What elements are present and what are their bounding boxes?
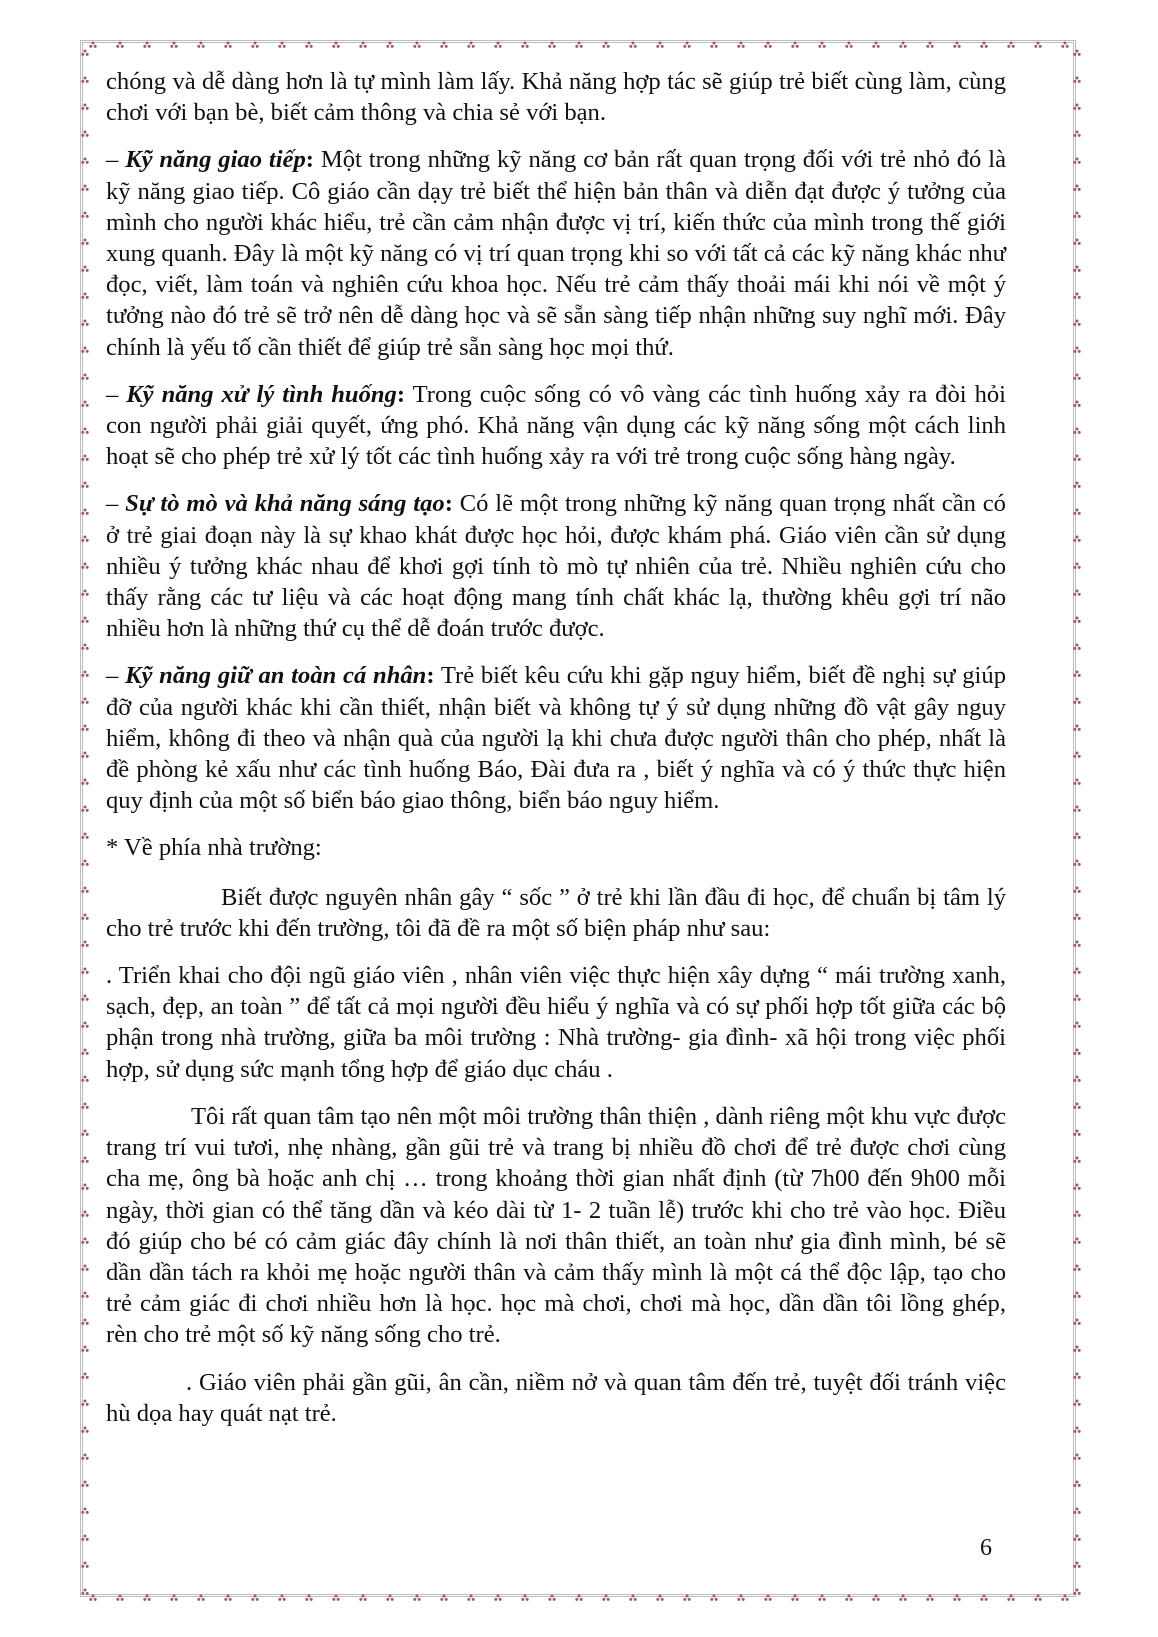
skill-text: Trẻ biết kêu cứu khi gặp nguy hiểm, biết đề nghị sự giúp đỡ của người khác khi cần thiết, nhận biết và không tự ý sử dụng những đồ vật gây nguy hiểm, không đi theo và nhận quà của người lạ khi chưa được người thân cho phép, nhất là đề phòng kẻ xấu như các tình huống Báo, Đài đưa ra , biết ý nghĩa và có ý thức thực hiện quy định của một số biển báo giao thông, biển báo nguy hiểm. — [106, 662, 1006, 815]
ornament-dot-cluster — [81, 1373, 88, 1379]
ornament-dot-cluster — [1073, 482, 1080, 488]
ornament-dot-cluster — [224, 42, 231, 48]
ornament-dot-cluster — [1073, 860, 1080, 866]
ornament-dot-cluster — [1073, 1103, 1080, 1109]
paragraph-situation-handling-skill — [106, 379, 1006, 473]
ornament-dot-cluster — [81, 1535, 88, 1541]
ornament-dot-cluster — [521, 42, 528, 48]
ornament-dot-cluster — [143, 1595, 150, 1601]
paragraph-friendly-environment: Tôi rất quan tâm tạo nên một môi trường thân thiện , dành riêng một khu vực được trang trí vui tươi, nhẹ nhàng, gần gũi trẻ và trang bị nhiều đồ chơi để trẻ được chơi cùng cha mẹ, ông bà hoặc anh chị … trong khoảng thời gian nhất định (từ 7h00 đến 9h00 mỗi ngày, thời gian có thể tăng dần và kéo dài từ 1- 2 tuần lễ) trước khi cho trẻ vào học. Điều đó giúp cho bé có cảm giác đây chính là nơi thân thiết, an toàn như gia đình mình, bé sẽ dần dần tách ra khỏi mẹ hoặc người thân và cảm thấy mình là một cá thể độc lập, tạo cho trẻ cảm giác đi chơi nhiều hơn là học. học mà chơi, chơi mà học, dần dần tôi lồng ghép, rèn cho trẻ một số kỹ năng sống cho trẻ. — [106, 1102, 1006, 1349]
ornament-dot-cluster — [980, 42, 987, 48]
ornament-dot-cluster — [81, 320, 88, 326]
dash: – — [106, 490, 126, 518]
ornament-dot-cluster — [791, 42, 798, 48]
ornament-dot-cluster — [845, 1595, 852, 1601]
ornament-dot-cluster — [305, 42, 312, 48]
ornament-dot-cluster — [710, 1595, 717, 1601]
ornament-dot-cluster — [1073, 212, 1080, 218]
ornament-dot-cluster — [1034, 42, 1041, 48]
ornament-dot-cluster — [81, 1049, 88, 1055]
ornament-dot-cluster — [1073, 77, 1080, 83]
ornament-dot-cluster — [1073, 347, 1080, 353]
document-body — [106, 66, 1006, 1445]
ornament-dot-cluster — [1073, 752, 1080, 758]
ornament-dot-cluster — [683, 1595, 690, 1601]
ornament-dot-cluster — [1073, 1076, 1080, 1082]
ornament-dot-cluster — [81, 1400, 88, 1406]
ornament-dot-cluster — [1073, 293, 1080, 299]
paragraph-personal-safety-skill — [106, 660, 1006, 816]
ornament-dot-cluster — [81, 1130, 88, 1136]
ornament-dot-cluster — [386, 42, 393, 48]
ornament-dot-cluster — [656, 1595, 663, 1601]
ornament-dot-cluster — [521, 1595, 528, 1601]
ornament-dot-cluster — [1073, 806, 1080, 812]
ornament-dot-cluster — [81, 428, 88, 434]
ornament-dot-cluster — [818, 1595, 825, 1601]
ornament-dot-cluster — [81, 77, 88, 83]
ornament-dot-cluster — [1073, 428, 1080, 434]
ornament-dot-cluster — [1073, 941, 1080, 947]
ornament-dot-cluster — [278, 1595, 285, 1601]
ornament-dot-cluster — [1073, 725, 1080, 731]
ornament-dot-cluster — [1073, 1049, 1080, 1055]
ornament-dot-cluster — [1073, 1157, 1080, 1163]
ornament-dot-cluster — [953, 42, 960, 48]
paragraph-curiosity-creativity — [106, 488, 1006, 644]
page-number: 6 — [980, 1535, 992, 1561]
ornament-dot-cluster — [1073, 1292, 1080, 1298]
ornament-dot-cluster — [386, 1595, 393, 1601]
ornament-dot-cluster — [81, 860, 88, 866]
ornament-dot-cluster — [81, 698, 88, 704]
ornament-dot-cluster — [1073, 1535, 1080, 1541]
ornament-dot-cluster — [575, 1595, 582, 1601]
ornament-dot-cluster — [1073, 617, 1080, 623]
ornament-dot-cluster — [81, 1589, 88, 1595]
ornament-dot-cluster — [197, 42, 204, 48]
ornament-dot-cluster — [1073, 104, 1080, 110]
ornament-dot-cluster — [81, 725, 88, 731]
ornament-dot-cluster — [1073, 1022, 1080, 1028]
skill-heading: Kỹ năng xử lý tình huống — [126, 380, 397, 408]
ornament-dot-cluster — [1073, 779, 1080, 785]
ornament-dot-cluster — [81, 104, 88, 110]
ornament-dot-cluster — [1073, 158, 1080, 164]
ornament-dot-cluster — [305, 1595, 312, 1601]
ornament-dot-cluster — [81, 1562, 88, 1568]
ornament-dot-cluster — [81, 266, 88, 272]
ornament-dot-cluster — [1073, 995, 1080, 1001]
ornament-dot-cluster — [81, 401, 88, 407]
ornament-dot-cluster — [1073, 698, 1080, 704]
ornament-dot-cluster — [1073, 590, 1080, 596]
paragraph-shock-causes: Biết được nguyên nhân gây “ sốc ” ở trẻ khi lần đầu đi học, để chuẩn bị tâm lý cho trẻ trước khi đến trường, tôi đã đề ra một số biện pháp như sau: — [106, 883, 1006, 942]
paragraph-deploy-staff: . Triển khai cho đội ngũ giáo viên , nhân viên việc thực hiện xây dựng “ mái trường xanh, sạch, đẹp, an toàn ” để tất cả mọi người đều hiểu ý nghĩa và có sự phối hợp tốt giữa các bộ phận trong nhà trường, giữa ba môi trường : Nhà trường- gia đình- xã hội trong việc phối hợp, sử dụng sức mạnh tổng hợp để giáo dục cháu . — [106, 962, 1006, 1083]
ornament-dot-cluster — [1073, 1481, 1080, 1487]
ornament-dot-cluster — [1073, 887, 1080, 893]
ornament-dot-cluster — [81, 1481, 88, 1487]
ornament-dot-cluster — [116, 42, 123, 48]
ornament-dot-cluster — [602, 42, 609, 48]
ornament-dot-cluster — [81, 995, 88, 1001]
ornament-dot-cluster — [81, 617, 88, 623]
ornament-dot-cluster — [1073, 563, 1080, 569]
ornament-dot-cluster — [548, 1595, 555, 1601]
ornament-dot-cluster — [81, 1427, 88, 1433]
ornament-dot-cluster — [953, 1595, 960, 1601]
ornament-dot-cluster — [81, 212, 88, 218]
heading-colon: : — [444, 490, 453, 518]
ornament-dot-cluster — [251, 42, 258, 48]
ornament-dot-cluster — [81, 968, 88, 974]
skill-text: Một trong những kỹ năng cơ bản rất quan trọng đối với trẻ nhỏ đó là kỹ năng giao tiếp. Cô giáo cần dạy trẻ biết thể hiện bản thân và diễn đạt được ý tưởng của mình cho người khác hiểu, trẻ cần cảm nhận được vị trí, kiến thức của mình trong thế giới xung quanh. Đây là một kỹ năng có vị trí quan trọng khi so với tất cả các kỹ năng khác như đọc, viết, làm toán và nghiên cứu khoa học. Nếu trẻ cảm thấy thoải mái khi nói về một ý tưởng nào đó trẻ sẽ trở nên dễ dàng học và sẽ sẵn sàng tiếp nhận những suy nghĩ mới. Đây chính là yếu tố cần thiết để giúp trẻ sẵn sàng học mọi thứ. — [106, 146, 1006, 361]
ornament-dot-cluster — [81, 590, 88, 596]
ornament-dot-cluster — [1073, 1130, 1080, 1136]
ornament-dot-cluster — [548, 42, 555, 48]
ornament-dot-cluster — [81, 1022, 88, 1028]
ornament-dot-cluster — [737, 42, 744, 48]
dash: – — [106, 146, 126, 174]
paragraph-communication-skill — [106, 144, 1006, 362]
ornament-dot-cluster — [81, 509, 88, 515]
ornament-dot-cluster — [1073, 1373, 1080, 1379]
ornament-dot-cluster — [467, 1595, 474, 1601]
ornament-dot-cluster — [1073, 320, 1080, 326]
ornament-dot-cluster — [81, 158, 88, 164]
ornament-dot-cluster — [81, 752, 88, 758]
ornament-dot-cluster — [359, 42, 366, 48]
ornament-dot-cluster — [359, 1595, 366, 1601]
ornament-dot-cluster — [1061, 42, 1068, 48]
ornament-dot-cluster — [1073, 1589, 1080, 1595]
section-heading-school: * Về phía nhà trường: — [106, 834, 322, 862]
ornament-dot-cluster — [81, 1508, 88, 1514]
paragraph-teacher-attitude: . Giáo viên phải gần gũi, ân cần, niềm nở và quan tâm đến trẻ, tuyệt đối tránh việc hù dọa hay quát nạt trẻ. — [106, 1368, 1006, 1427]
ornament-dot-cluster — [1073, 50, 1080, 56]
ornament-dot-cluster — [1073, 266, 1080, 272]
ornament-dot-cluster — [81, 374, 88, 380]
ornament-dot-cluster — [980, 1595, 987, 1601]
skill-text: Có lẽ một trong những kỹ năng quan trọng nhất cần có ở trẻ giai đoạn này là sự khao khát được học hỏi, được khám phá. Giáo viên cần sử dụng nhiều ý tưởng khác nhau để khơi gợi tính tò mò tự nhiên của trẻ. Nhiều nghiên cứu cho thấy rằng các tư liệu và các hoạt động mang tính chất khác lạ, thường khêu gợi trí não nhiều hơn là những thứ cụ thể dễ đoán trước được. — [106, 490, 1006, 643]
ornament-dot-cluster — [413, 42, 420, 48]
ornament-dot-cluster — [332, 1595, 339, 1601]
ornament-dot-cluster — [1007, 1595, 1014, 1601]
ornament-dot-cluster — [81, 1265, 88, 1271]
skill-text: Trong cuộc sống có vô vàng các tình huống xảy ra đòi hỏi con người phải giải quyết, ứng phó. Khả năng vận dụng các kỹ năng sống một cách linh hoạt sẽ cho phép trẻ xử lý tốt các tình huống xảy ra với trẻ trong cuộc sống hàng ngày. — [106, 380, 1006, 471]
ornament-dot-cluster — [81, 293, 88, 299]
ornament-dot-cluster — [81, 1076, 88, 1082]
ornament-dot-cluster — [81, 1211, 88, 1217]
ornament-dot-cluster — [81, 941, 88, 947]
ornament-dot-cluster — [81, 1238, 88, 1244]
ornament-dot-cluster — [737, 1595, 744, 1601]
ornament-dot-cluster — [81, 914, 88, 920]
ornament-dot-cluster — [81, 185, 88, 191]
ornament-dot-cluster — [1034, 1595, 1041, 1601]
ornament-dot-cluster — [899, 42, 906, 48]
ornament-dot-cluster — [1073, 914, 1080, 920]
ornament-dot-cluster — [251, 1595, 258, 1601]
ornament-dot-cluster — [1073, 1454, 1080, 1460]
ornament-dot-cluster — [81, 1103, 88, 1109]
ornament-dot-cluster — [116, 1595, 123, 1601]
ornament-dot-cluster — [1073, 833, 1080, 839]
paragraph-cooperation-end: chóng và dễ dàng hơn là tự mình làm lấy. Khả năng hợp tác sẽ giúp trẻ biết cùng làm, cùng chơi với bạn bè, biết cảm thông và chia sẻ với bạn. — [106, 68, 1006, 127]
ornament-dot-cluster — [872, 42, 879, 48]
ornament-dot-cluster — [602, 1595, 609, 1601]
ornament-dot-cluster — [81, 482, 88, 488]
ornament-dot-cluster — [1073, 455, 1080, 461]
ornament-dot-cluster — [1073, 131, 1080, 137]
ornament-dot-cluster — [1061, 1595, 1068, 1601]
ornament-dot-cluster — [143, 42, 150, 48]
ornament-dot-cluster — [81, 1346, 88, 1352]
ornament-dot-cluster — [1073, 1184, 1080, 1190]
ornament-dot-cluster — [440, 1595, 447, 1601]
ornament-dot-cluster — [467, 42, 474, 48]
heading-colon: : — [396, 380, 406, 408]
ornament-dot-cluster — [440, 42, 447, 48]
ornament-dot-cluster — [926, 42, 933, 48]
ornament-dot-cluster — [81, 779, 88, 785]
ornament-dot-cluster — [81, 347, 88, 353]
ornament-dot-cluster — [81, 1292, 88, 1298]
ornament-dot-cluster — [89, 1595, 96, 1601]
ornament-dot-cluster — [81, 536, 88, 542]
ornament-dot-cluster — [89, 42, 96, 48]
ornament-dot-cluster — [791, 1595, 798, 1601]
ornament-dot-cluster — [899, 1595, 906, 1601]
ornament-dot-cluster — [629, 1595, 636, 1601]
ornament-dot-cluster — [81, 833, 88, 839]
skill-heading: Sự tò mò và khả năng sáng tạo — [125, 490, 445, 518]
ornament-dot-cluster — [764, 42, 771, 48]
ornament-dot-cluster — [818, 42, 825, 48]
ornament-dot-cluster — [1073, 1265, 1080, 1271]
ornament-dot-cluster — [81, 50, 88, 56]
ornament-dot-cluster — [332, 42, 339, 48]
ornament-dot-cluster — [81, 239, 88, 245]
ornament-dot-cluster — [1073, 671, 1080, 677]
ornament-dot-cluster — [494, 1595, 501, 1601]
ornament-dot-cluster — [413, 1595, 420, 1601]
ornament-dot-cluster — [1073, 1508, 1080, 1514]
ornament-dot-cluster — [1073, 1427, 1080, 1433]
ornament-dot-cluster — [1073, 968, 1080, 974]
ornament-dot-cluster — [575, 42, 582, 48]
ornament-dot-cluster — [683, 42, 690, 48]
ornament-dot-cluster — [81, 671, 88, 677]
ornament-dot-cluster — [81, 131, 88, 137]
ornament-dot-cluster — [81, 563, 88, 569]
ornament-dot-cluster — [1073, 401, 1080, 407]
ornament-dot-cluster — [656, 42, 663, 48]
heading-colon: : — [305, 146, 314, 174]
ornament-dot-cluster — [81, 1184, 88, 1190]
dash: – — [106, 380, 127, 408]
ornament-dot-cluster — [81, 1319, 88, 1325]
skill-heading: Kỹ năng giao tiếp — [125, 146, 306, 174]
ornament-dot-cluster — [764, 1595, 771, 1601]
ornament-dot-cluster — [710, 42, 717, 48]
ornament-dot-cluster — [81, 1454, 88, 1460]
ornament-dot-cluster — [1073, 1346, 1080, 1352]
ornament-dot-cluster — [81, 806, 88, 812]
ornament-dot-cluster — [81, 455, 88, 461]
ornament-dot-cluster — [170, 42, 177, 48]
ornament-dot-cluster — [845, 42, 852, 48]
ornament-dot-cluster — [1007, 42, 1014, 48]
ornament-dot-cluster — [1073, 1400, 1080, 1406]
ornament-dot-cluster — [926, 1595, 933, 1601]
ornament-dot-cluster — [170, 1595, 177, 1601]
ornament-dot-cluster — [1073, 1211, 1080, 1217]
ornament-dot-cluster — [1073, 1238, 1080, 1244]
ornament-dot-cluster — [1073, 1562, 1080, 1568]
ornament-dot-cluster — [81, 1157, 88, 1163]
ornament-dot-cluster — [81, 644, 88, 650]
ornament-dot-cluster — [278, 42, 285, 48]
ornament-dot-cluster — [1073, 644, 1080, 650]
ornament-dot-cluster — [629, 42, 636, 48]
heading-colon: : — [426, 662, 435, 690]
dash: – — [106, 662, 126, 690]
ornament-dot-cluster — [1073, 239, 1080, 245]
ornament-dot-cluster — [1073, 536, 1080, 542]
ornament-dot-cluster — [1073, 374, 1080, 380]
ornament-dot-cluster — [224, 1595, 231, 1601]
ornament-dot-cluster — [1073, 509, 1080, 515]
ornament-dot-cluster — [197, 1595, 204, 1601]
ornament-dot-cluster — [1073, 1319, 1080, 1325]
ornament-dot-cluster — [81, 887, 88, 893]
skill-heading: Kỹ năng giữ an toàn cá nhân — [125, 662, 427, 690]
ornament-dot-cluster — [494, 42, 501, 48]
ornament-dot-cluster — [872, 1595, 879, 1601]
ornament-dot-cluster — [1073, 185, 1080, 191]
